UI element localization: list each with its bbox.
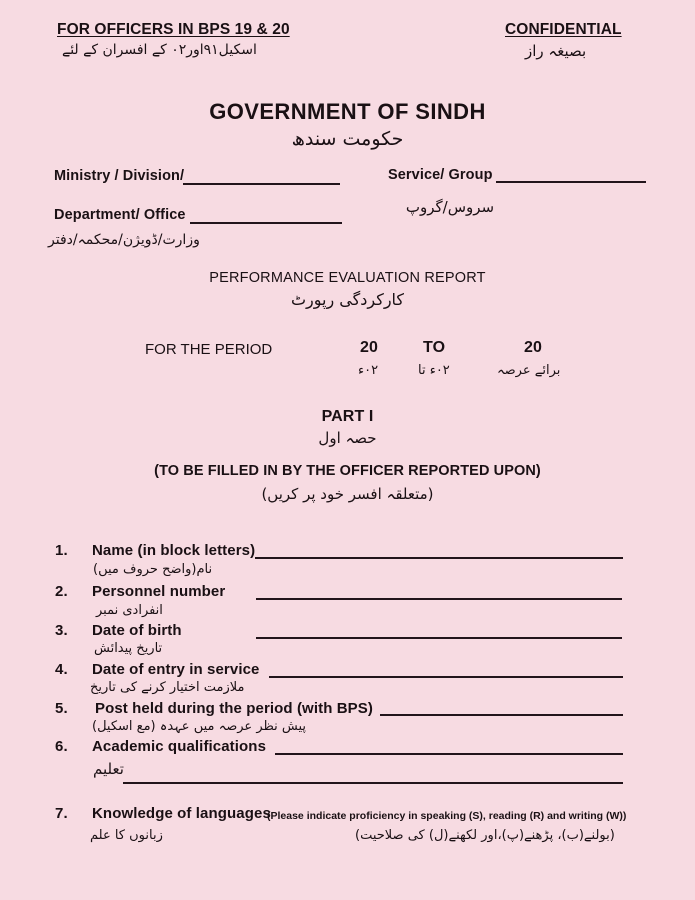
part-instruction: (TO BE FILLED IN BY THE OFFICER REPORTED UPON) [154, 463, 541, 479]
item-6-label: Academic qualifications [92, 738, 267, 755]
period-year-from[interactable]: 20 [360, 339, 378, 356]
confidential-marking-ur: بصیغہ راز [525, 42, 587, 60]
period-label: FOR THE PERIOD [145, 341, 273, 358]
item-1-blank[interactable] [255, 557, 623, 559]
item-2-label: Personnel number [92, 583, 226, 600]
period-year-from-ur: ۲۰ء [358, 363, 379, 378]
department-office-label: Department/ Office [54, 207, 186, 223]
period-to-word-ur: ۲۰ء تا [418, 363, 450, 378]
part-heading: PART I [321, 408, 374, 425]
item-5-number: 5. [55, 700, 68, 717]
report-title-ur: کارکردگی رپورٹ [290, 290, 405, 309]
page-title-ur: حکومت سندھ [291, 128, 404, 150]
item-6-number: 6. [55, 738, 68, 755]
part-heading-ur: حصہ اول [318, 429, 377, 447]
item-6-blank[interactable] [275, 753, 623, 755]
header-left-ur: اسکیل۱۹اور۲۰ کے افسران کے لئے [62, 42, 257, 58]
item-7-note: (Please indicate proficiency in speaking (S), reading (R) and writing (W)) [267, 810, 627, 822]
period-label-ur: برائے عرصہ [497, 363, 561, 378]
item-5-label-ur: پیش نظر عرصہ میں عہدہ (مع اسکیل) [92, 719, 307, 734]
period-year-to[interactable]: 20 [524, 339, 542, 356]
item-7-note-ur: (بولنے(ب)، پڑھنے(پ)،اور لکھنے(ل) کی صلاحیت) [355, 828, 615, 843]
item-5-label: Post held during the period (with BPS) [95, 700, 373, 717]
item-4-number: 4. [55, 661, 68, 678]
item-1-label: Name (in block letters) [92, 542, 256, 559]
item-4-blank[interactable] [269, 676, 623, 678]
part-instruction-ur: (متعلقہ افسر خود پر کریں) [261, 485, 434, 503]
item-1-label-ur: نام(واضح حروف میں) [93, 562, 213, 577]
item-3-label-ur: تاریخ پیدائش [94, 641, 163, 656]
item-3-number: 3. [55, 622, 68, 639]
report-title: PERFORMANCE EVALUATION REPORT [209, 270, 486, 286]
item-2-label-ur: انفرادی نمبر [96, 603, 163, 618]
item-6-label-ur: تعلیم [93, 760, 124, 778]
item-5-blank[interactable] [380, 714, 623, 716]
ministry-division-label-ur: وزارت/ڈویژن/محکمہ/دفتر [48, 232, 200, 248]
item-4-label-ur: ملازمت اختیار کرنے کی تاریخ [90, 680, 245, 695]
header-left-en: FOR OFFICERS IN BPS 19 & 20 [57, 21, 290, 38]
item-2-number: 2. [55, 583, 68, 600]
department-office-blank[interactable] [190, 222, 342, 224]
item-6-blank-second[interactable] [123, 782, 623, 784]
ministry-division-label: Ministry / Division/ [54, 168, 185, 184]
service-group-blank[interactable] [496, 181, 646, 183]
item-7-label: Knowledge of languages [92, 805, 271, 822]
page-title: GOVERNMENT OF SINDH [209, 99, 486, 124]
item-2-blank[interactable] [256, 598, 622, 600]
confidential-marking: CONFIDENTIAL [505, 21, 622, 38]
item-3-blank[interactable] [256, 637, 622, 639]
item-3-label: Date of birth [92, 622, 182, 639]
item-7-number: 7. [55, 805, 68, 822]
period-to-word: TO [423, 339, 446, 356]
item-7-label-ur: زبانوں کا علم [90, 828, 163, 843]
item-1-number: 1. [55, 542, 68, 559]
service-group-label: Service/ Group [388, 167, 493, 183]
ministry-division-blank[interactable] [183, 183, 340, 185]
item-4-label: Date of entry in service [92, 661, 260, 678]
service-group-label-ur: سروس/گروپ [405, 198, 495, 216]
